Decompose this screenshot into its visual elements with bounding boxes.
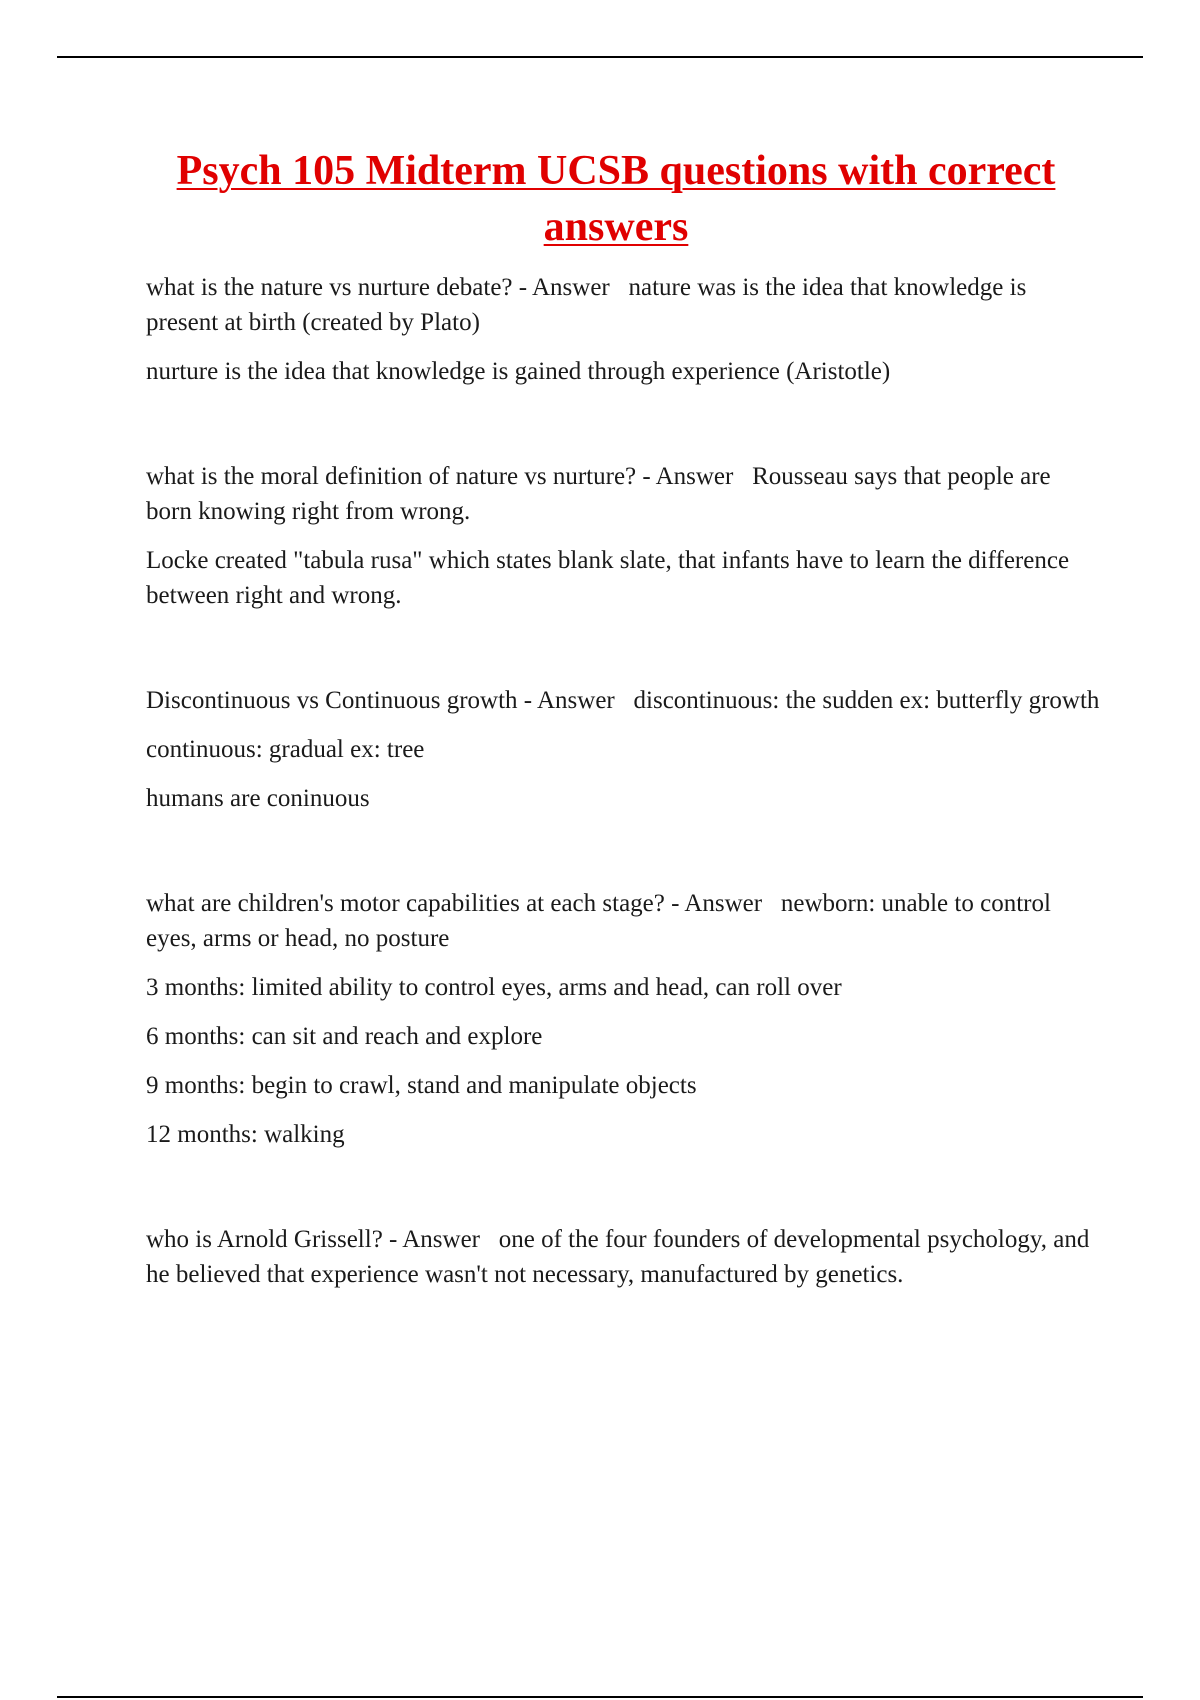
answer-paragraph: 6 months: can sit and reach and explore: [146, 1023, 543, 1050]
qa-item: [146, 886, 1100, 1152]
answer-text: discontinuous: the sudden ex: butterfly growth: [633, 687, 1100, 714]
answer-separator: - Answer: [664, 890, 781, 917]
qa-question-line: [146, 459, 1100, 529]
answer-paragraph: humans are coninuous: [146, 785, 370, 812]
qa-question-line: [146, 886, 1100, 956]
qa-item: [146, 459, 1100, 613]
answer-text: nature was is the idea that knowledge is present at birth (created by Plato): [146, 274, 1027, 336]
answer-text: one of the four founders of developmental psychology, and he believed that experience wasn't not necessary, manufactured by genetics.: [146, 1226, 1090, 1288]
qa-item: [146, 270, 1100, 389]
qa-question-line: [146, 1222, 1100, 1292]
answer-paragraph: 12 months: walking: [146, 1121, 345, 1148]
answer-separator: - Answer: [636, 463, 753, 490]
answer-paragraph: 9 months: begin to crawl, stand and manipulate objects: [146, 1072, 697, 1099]
answer-text: newborn: unable to control eyes, arms or head, no posture: [146, 890, 1051, 952]
qa-item: [146, 1222, 1100, 1292]
qa-item: [146, 683, 1100, 816]
answer-separator: - Answer: [517, 687, 634, 714]
answer-paragraph: Locke created "tabula rusa" which states blank slate, that infants have to learn the difference between right and wrong.: [146, 547, 1070, 609]
top-rule: [57, 56, 1143, 58]
question-text: who is Arnold Grissell?: [146, 1226, 383, 1253]
qa-list: [146, 270, 1100, 1362]
answer-paragraph: 3 months: limited ability to control eyes, arms and head, can roll over: [146, 974, 842, 1001]
answer-paragraph: nurture is the idea that knowledge is gained through experience (Aristotle): [146, 358, 891, 385]
answer-separator: - Answer: [512, 274, 629, 301]
answer-separator: - Answer: [382, 1226, 499, 1253]
answer-paragraph: continuous: gradual ex: tree: [146, 736, 425, 763]
page-title: Psych 105 Midterm UCSB questions with correct answers: [176, 148, 1056, 250]
qa-question-line: [146, 683, 1100, 718]
question-text: what are children's motor capabilities at each stage?: [146, 890, 665, 917]
question-text: what is the moral definition of nature vs nurture?: [146, 463, 637, 490]
question-text: Discontinuous vs Continuous growth: [146, 687, 518, 714]
bottom-rule: [57, 1696, 1143, 1698]
answer-text: Rousseau says that people are born knowing right from wrong.: [146, 463, 1051, 525]
qa-question-line: [146, 270, 1100, 340]
question-text: what is the nature vs nurture debate?: [146, 274, 513, 301]
